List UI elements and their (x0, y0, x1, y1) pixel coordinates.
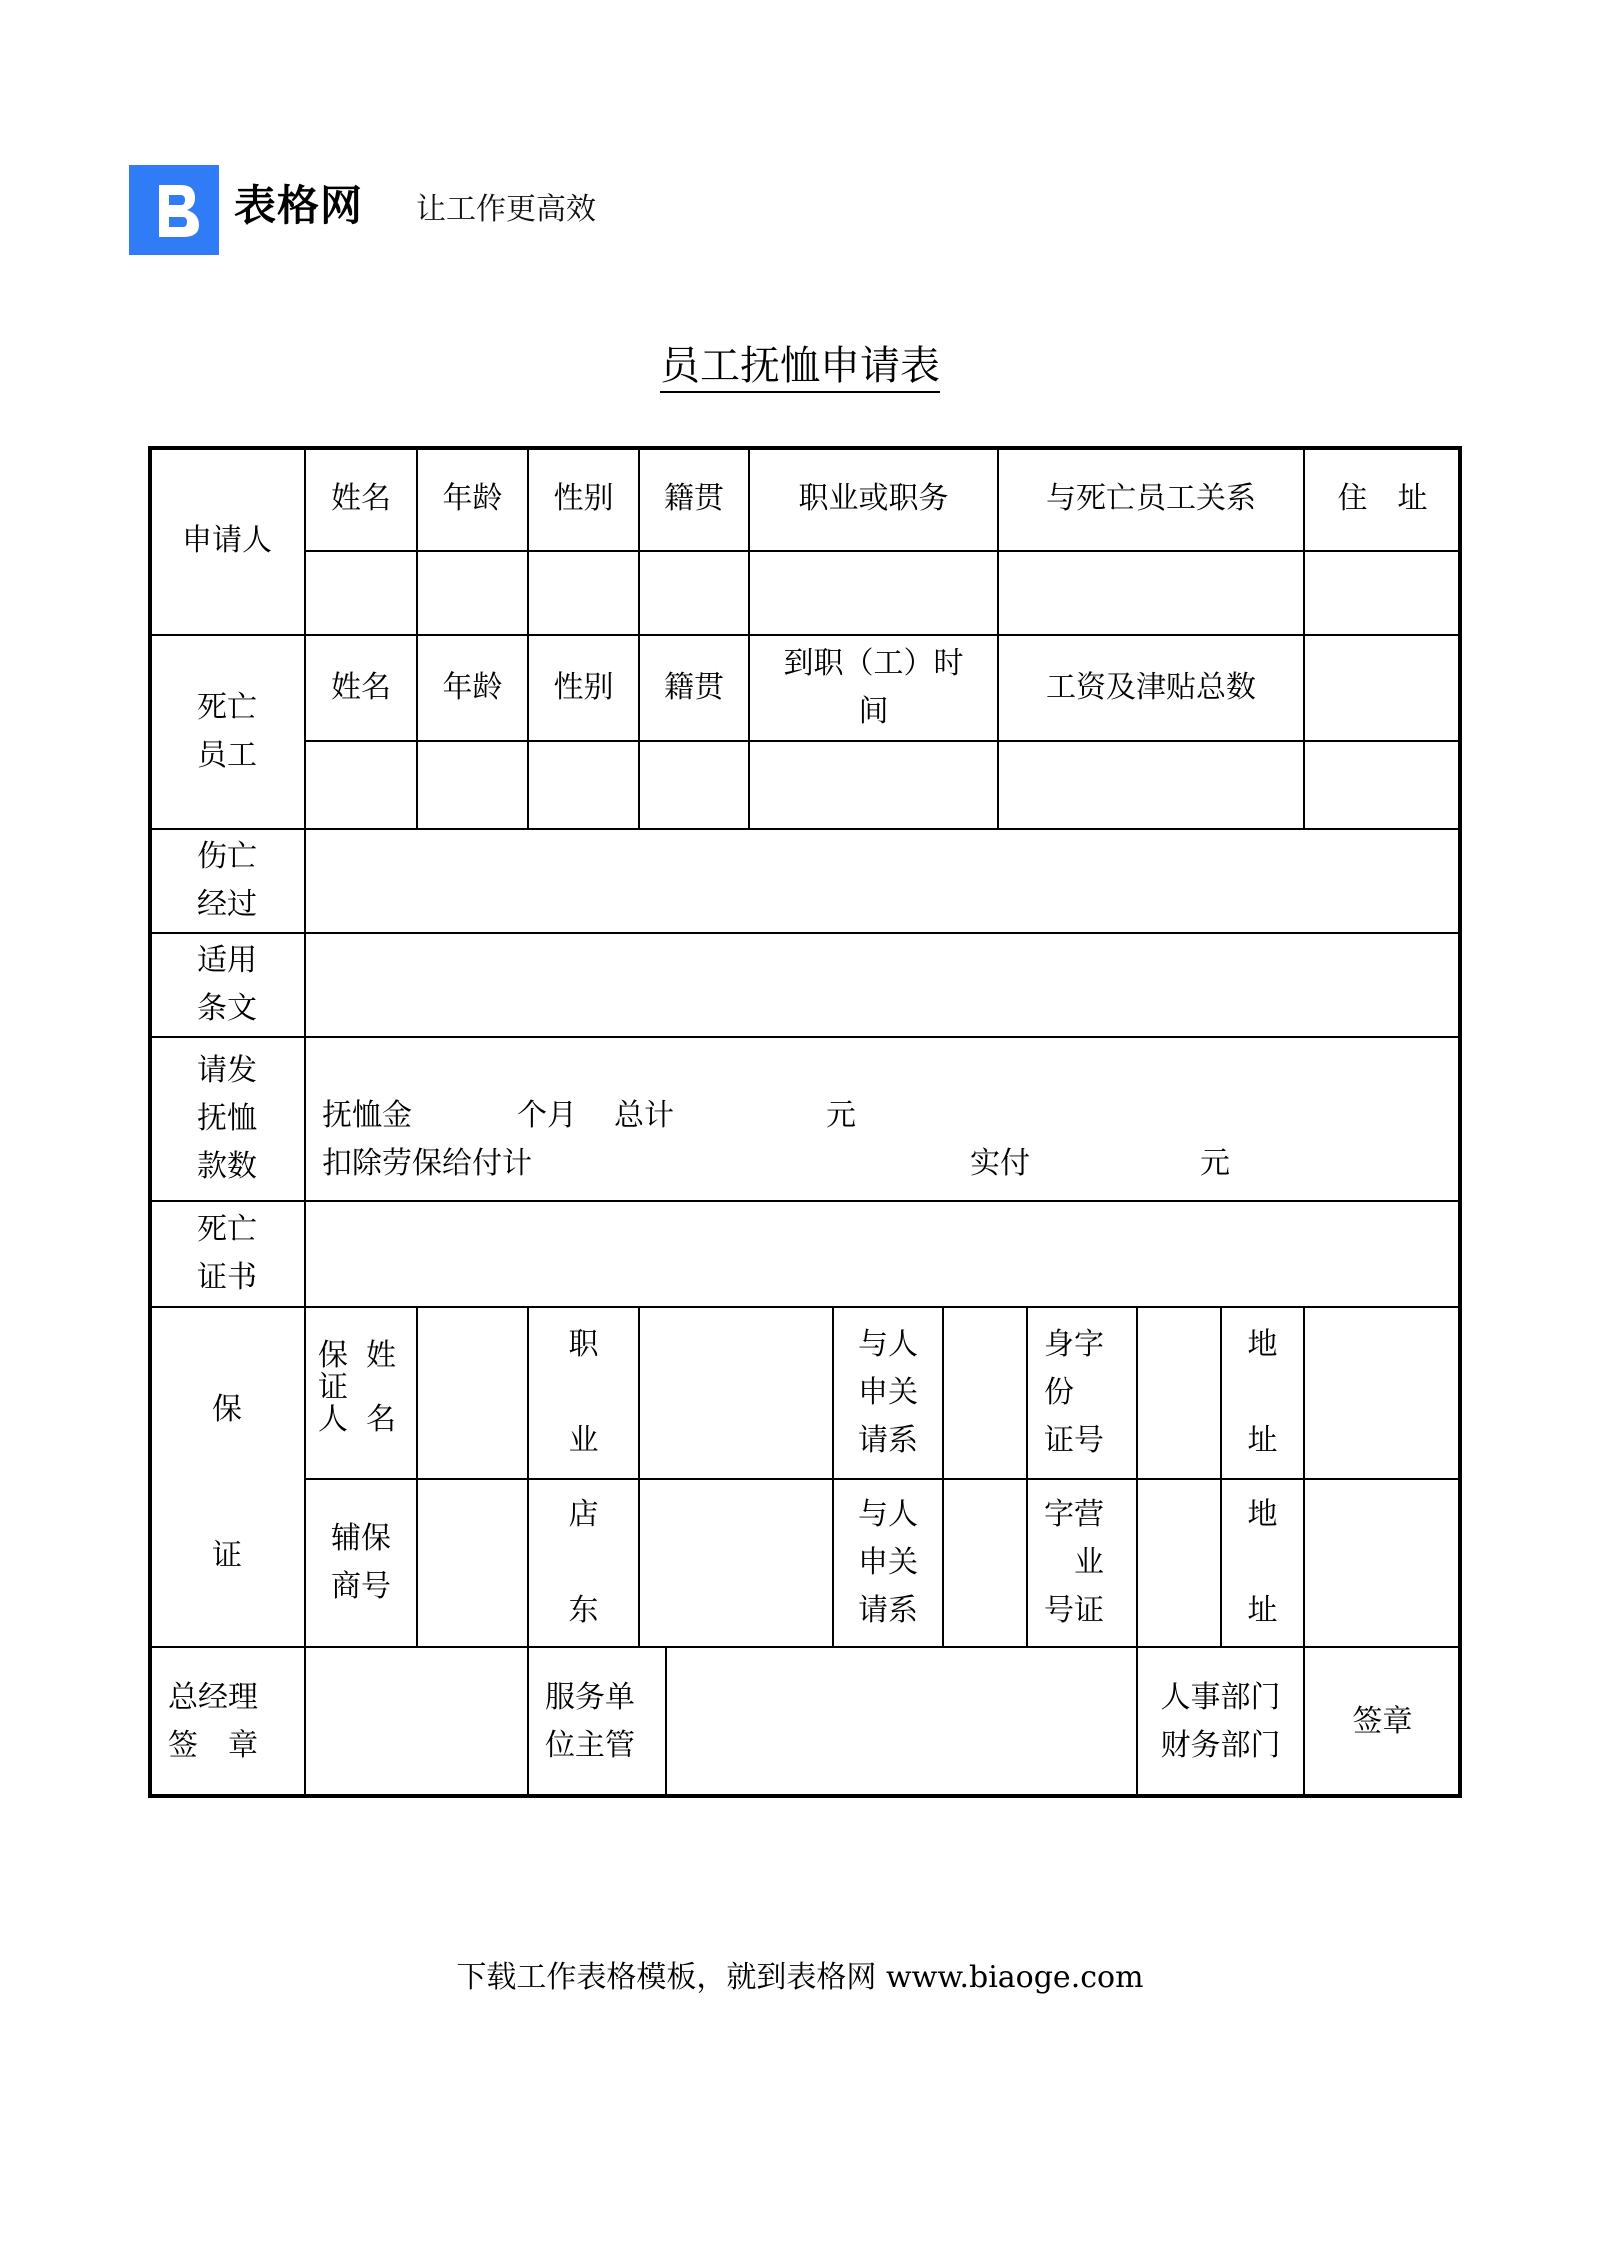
brand-logo-icon (129, 165, 219, 255)
payment-pension: 抚恤金 (322, 1098, 412, 1133)
guarantor-label-bao: 保 (318, 1338, 348, 1373)
applicant-header-relation: 与死亡员工关系 (1046, 481, 1256, 516)
guarantee-label-top: 保 (212, 1392, 242, 1427)
seal-label: 签章 (1352, 1704, 1413, 1739)
divider (416, 1306, 418, 1646)
guarantor-address-label: 地 址 (1247, 1327, 1278, 1458)
guarantor-label-xing: 姓 (366, 1338, 396, 1373)
guarantor-label-ren: 人 (318, 1402, 348, 1437)
brand-name: 表格网 (234, 181, 364, 230)
clause-label: 适用 条文 (197, 943, 257, 1026)
hr-finance-dept-label: 人事部门 财务部门 (1160, 1680, 1281, 1763)
payment-months: 个月 (517, 1098, 577, 1133)
deceased-label: 死亡 员工 (197, 690, 257, 773)
payment-total: 总计 (614, 1098, 674, 1133)
divider (942, 1306, 944, 1646)
applicant-header-address: 住 址 (1337, 481, 1428, 516)
divider (665, 1646, 667, 1796)
guarantor-id-label: 身字 份 证号 (1044, 1327, 1104, 1458)
shop-relation-label: 与人 申关 请系 (858, 1497, 918, 1628)
divider (150, 1036, 1460, 1038)
guarantor-relation-label: 与人 申关 请系 (858, 1327, 918, 1458)
brand-slogan: 让工作更高效 (416, 192, 596, 227)
payment-actual: 实付 (970, 1146, 1030, 1181)
divider (150, 828, 1460, 830)
applicant-header-occupation: 职业或职务 (798, 481, 949, 516)
applicant-header-age: 年龄 (442, 481, 503, 516)
shop-owner-label: 店 东 (568, 1497, 599, 1628)
guarantor-job-label: 职 业 (568, 1327, 599, 1458)
unit-supervisor-label: 服务单 位主管 (545, 1680, 635, 1763)
form-title (0, 338, 1600, 394)
deceased-header-salary: 工资及津贴总数 (1046, 670, 1256, 705)
applicant-header-name: 姓名 (331, 481, 391, 516)
deceased-header-hire-date: 到职（工）时 间 (783, 646, 964, 729)
guarantor-label-zheng: 证 (318, 1370, 348, 1405)
certificate-label: 死亡 证书 (197, 1212, 257, 1295)
payment-total-unit: 元 (826, 1098, 856, 1133)
guarantor-label-ming: 名 (366, 1402, 396, 1437)
shop-name-label: 辅保 商号 (331, 1521, 391, 1604)
divider (304, 550, 1460, 552)
applicant-header-gender: 性别 (553, 481, 614, 516)
form-title-text: 员工抚恤申请表 (660, 343, 940, 393)
general-manager-seal-label: 总经理 签 章 (168, 1680, 258, 1763)
deceased-header-age: 年龄 (442, 670, 503, 705)
applicant-header-origin: 籍贯 (664, 481, 724, 516)
shop-address-label: 地 址 (1247, 1497, 1278, 1628)
footer-text: 下载工作表格模板，就到表格网 www.biaoge.com (456, 1960, 1144, 1995)
guarantee-label-bottom: 证 (212, 1538, 242, 1573)
injury-label: 伤亡 经过 (197, 839, 257, 922)
payment-label: 请发 抚恤 款数 (197, 1053, 257, 1184)
divider (150, 1200, 1460, 1202)
divider (304, 740, 1460, 742)
divider (150, 932, 1460, 934)
divider (1026, 1306, 1028, 1646)
deceased-header-origin: 籍贯 (664, 670, 724, 705)
deceased-header-gender: 性别 (553, 670, 614, 705)
business-license-label: 字营 业 号证 (1044, 1497, 1104, 1628)
applicant-label: 申请人 (182, 523, 272, 558)
deceased-header-name: 姓名 (331, 670, 391, 705)
payment-deduction: 扣除劳保给付计 (322, 1146, 532, 1181)
payment-actual-unit: 元 (1200, 1146, 1230, 1181)
divider (638, 1306, 640, 1646)
